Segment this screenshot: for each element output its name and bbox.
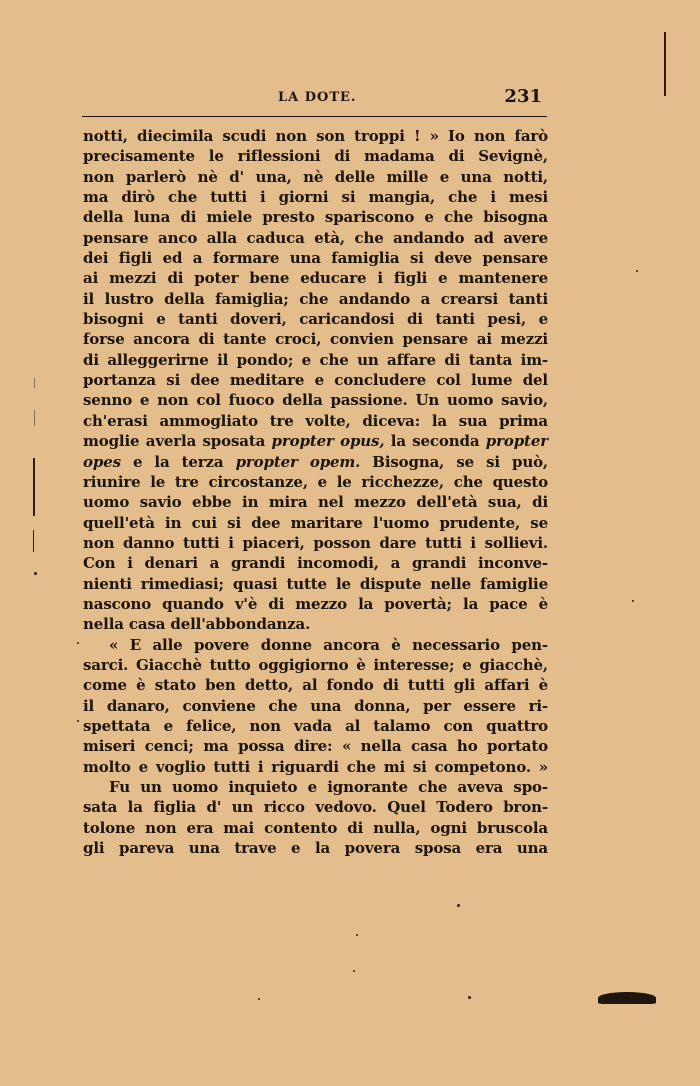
text-line: nascono quando v'è di mezzo la povertà; la pace è bbox=[83, 594, 548, 613]
text-line: della luna di miele presto spariscono e che bisogna bbox=[83, 208, 548, 227]
ink-blot bbox=[598, 992, 656, 1004]
text-run: e la terza bbox=[132, 452, 224, 471]
text-line: molto e voglio tutti i riguardi che mi si competono. » bbox=[83, 757, 548, 776]
text-line: quell'età in cui si dee maritare l'uomo prudente, se bbox=[83, 513, 548, 532]
text-line: dei figli ed a formare una famiglia si deve pensare bbox=[83, 249, 548, 268]
margin-mark bbox=[33, 530, 34, 552]
speck bbox=[77, 720, 79, 722]
body-text bbox=[83, 126, 548, 858]
latin-phrase: opes bbox=[83, 452, 121, 471]
text-line: sata la figlia d' un ricco vedovo. Quel Todero bron- bbox=[83, 798, 548, 817]
speck bbox=[457, 904, 460, 907]
text-line: sarci. Giacchè tutto oggigiorno è interesse; e giacchè, bbox=[83, 655, 548, 674]
latin-phrase: propter opus, bbox=[271, 432, 385, 451]
running-head: LA DOTE. bbox=[278, 90, 357, 105]
text-line: non parlerò nè d' una, nè delle mille e una notti, bbox=[83, 167, 548, 186]
text-line: bisogni e tanti doveri, caricandosi di tanti pesi, e bbox=[83, 310, 548, 329]
speck bbox=[258, 998, 260, 1000]
speck bbox=[356, 934, 358, 936]
text-line: nella casa dell'abbondanza. bbox=[83, 615, 311, 634]
text-line bbox=[83, 452, 548, 472]
text-line: ch'erasi ammogliato tre volte, diceva: la sua prima bbox=[83, 411, 548, 430]
text-line: precisamente le riflessioni di madama di Sevignè, bbox=[83, 147, 548, 166]
text-run: moglie averla sposata bbox=[83, 432, 266, 451]
text-line: riunire le tre circostanze, e le ricchezze, che questo bbox=[83, 472, 548, 491]
text-line: Con i denari a grandi incomodi, a grandi inconve- bbox=[83, 554, 548, 573]
page-edge-mark bbox=[664, 32, 666, 96]
text-line: spettata e felice, non vada al talamo con quattro bbox=[83, 716, 548, 735]
text-line: il lustro della famiglia; che andando a crearsi tanti bbox=[83, 289, 548, 308]
text-line: nienti rimediasi; quasi tutte le dispute nelle famiglie bbox=[83, 574, 548, 593]
text-line: pensare anco alla caduca età, che andando ad avere bbox=[83, 228, 548, 247]
text-run: la seconda bbox=[390, 432, 480, 451]
text-run: Bisogna, se si può, bbox=[372, 452, 549, 471]
speck bbox=[353, 970, 355, 972]
text-line: miseri cenci; ma possa dire: « nella casa ho portato bbox=[83, 737, 548, 756]
text-line: notti, diecimila scudi non son troppi ! » Io non farò bbox=[83, 127, 548, 145]
header-rule bbox=[82, 116, 547, 117]
text-line: ma dirò che tutti i giorni si mangia, che i mesi bbox=[83, 188, 548, 207]
margin-mark bbox=[34, 378, 35, 388]
margin-mark bbox=[34, 410, 35, 426]
speck bbox=[468, 996, 471, 999]
text-line: non danno tutti i piaceri, posson dare tutti i sollievi. bbox=[83, 533, 548, 552]
latin-phrase: propter opem. bbox=[235, 452, 361, 471]
text-line: gli pareva una trave e la povera sposa era una bbox=[83, 839, 548, 858]
text-line: uomo savio ebbe in mira nel mezzo dell'età sua, di bbox=[83, 493, 548, 512]
text-line: portanza si dee meditare e concludere col lume del bbox=[83, 371, 548, 390]
text-line bbox=[83, 431, 548, 451]
text-line: il danaro, conviene che una donna, per essere ri- bbox=[83, 696, 548, 715]
text-line: Fu un uomo inquieto e ignorante che aveva spo- bbox=[109, 778, 548, 796]
page-header bbox=[82, 86, 548, 110]
margin-mark bbox=[33, 458, 35, 516]
speck bbox=[77, 642, 79, 644]
latin-phrase: propter bbox=[485, 432, 548, 451]
speck bbox=[632, 600, 634, 602]
text-line: forse ancora di tante croci, convien pensare ai mezzi bbox=[83, 330, 548, 349]
text-line: come è stato ben detto, al fondo di tutti gli affari è bbox=[83, 676, 548, 695]
text-line: di alleggerirne il pondo; e che un affare di tanta im- bbox=[83, 350, 548, 369]
text-line: senno e non col fuoco della passione. Un uomo savio, bbox=[83, 391, 548, 410]
speck bbox=[34, 572, 37, 575]
text-line: tolone non era mai contento di nulla, ogni bruscola bbox=[83, 818, 548, 837]
text-line: ai mezzi di poter bene educare i figli e mantenere bbox=[83, 269, 548, 288]
speck bbox=[636, 270, 638, 272]
page-number: 231 bbox=[504, 86, 542, 107]
text-line: « E alle povere donne ancora è necessario pen- bbox=[109, 635, 548, 654]
